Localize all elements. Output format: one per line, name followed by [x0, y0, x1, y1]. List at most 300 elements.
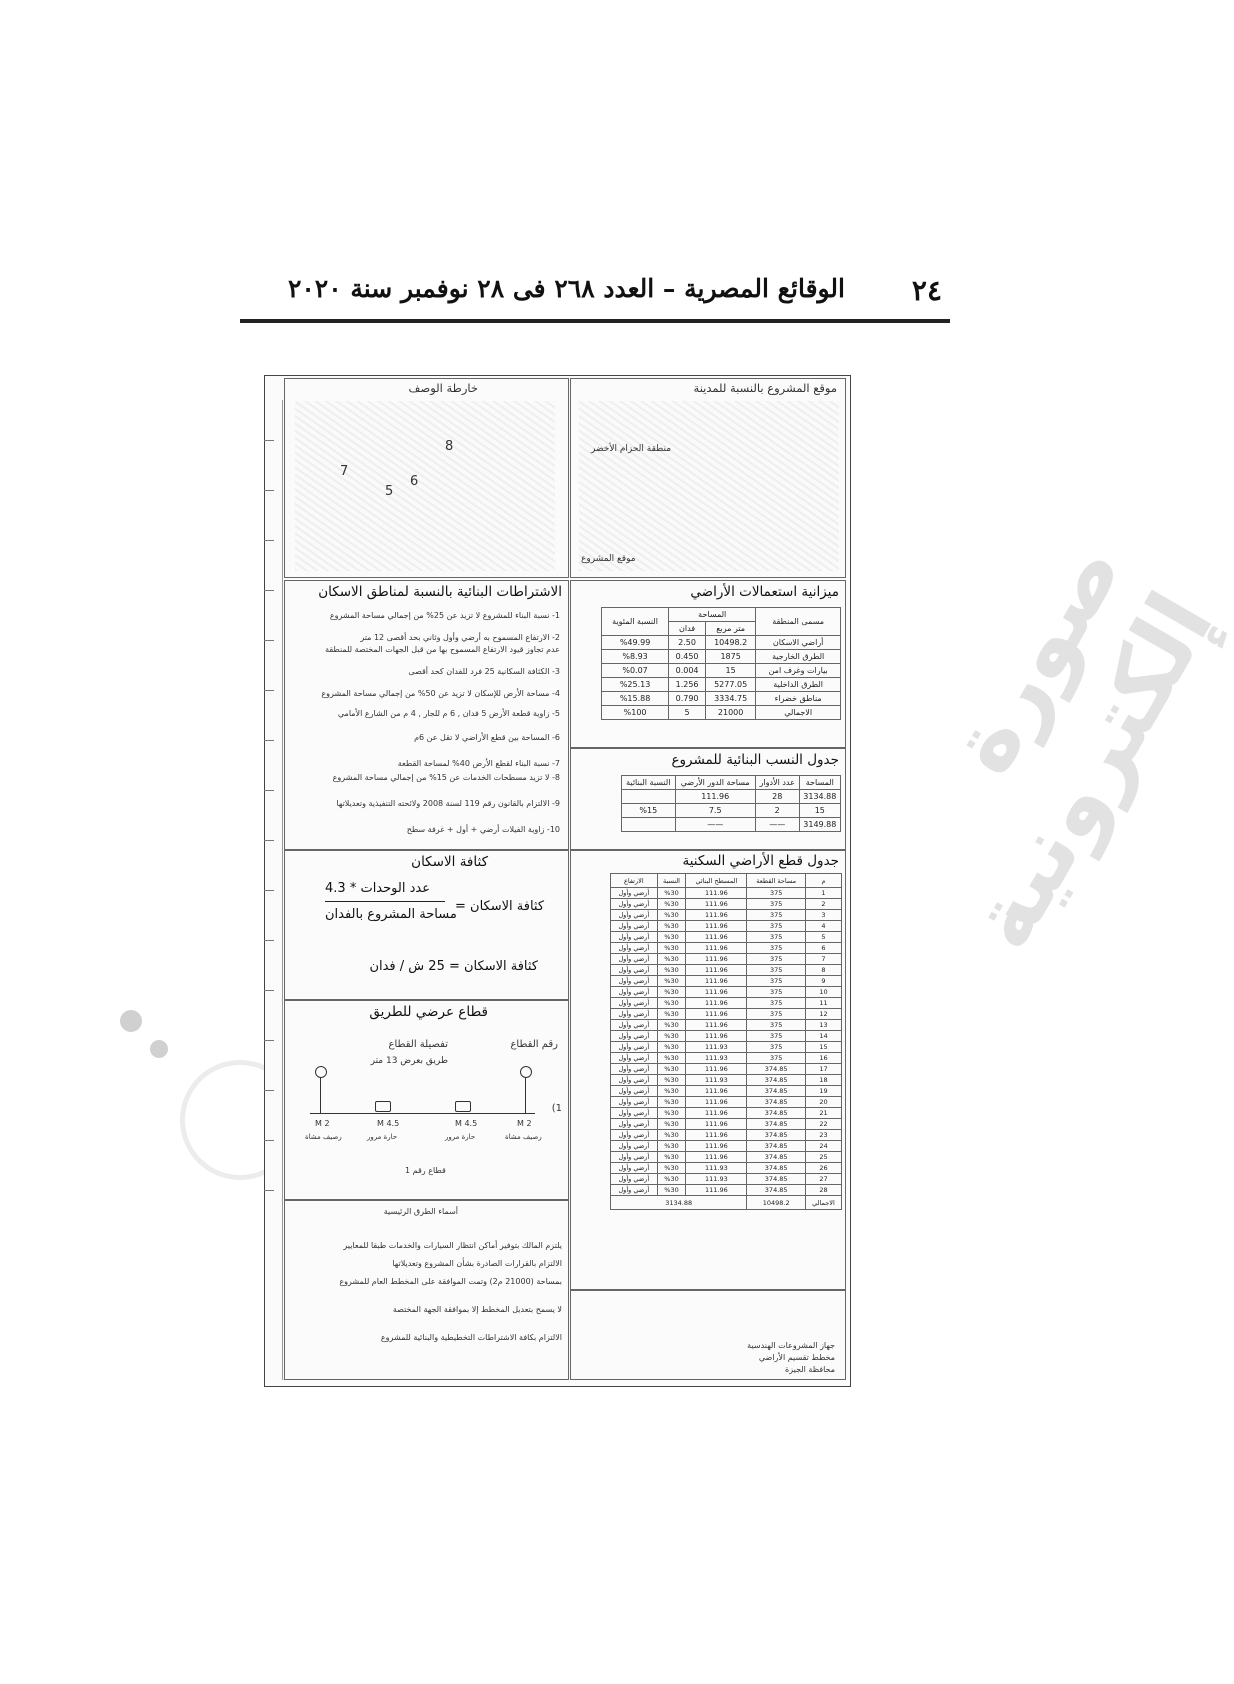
lamp-pole [320, 1077, 321, 1113]
cell: مناطق خضراء [756, 692, 841, 706]
cell: 21 [805, 1108, 841, 1119]
cell: 111.96 [686, 921, 747, 932]
green-belt-label: منطقة الحزام الأخضر [591, 444, 672, 454]
cell: %15 [622, 804, 676, 818]
cell: أرضي وأول [611, 1152, 658, 1163]
condition-item: 5- زاوية قطعة الأرض 5 فدان , 6 م للجار , 4 م من الشارع الأمامي [337, 709, 560, 718]
watermark-text: صورة إلكترونية [927, 523, 1234, 967]
cell: 16 [805, 1053, 841, 1064]
table-row [611, 1031, 842, 1042]
cell: 0.790 [669, 692, 706, 706]
cell: بيارات وغرف امن [756, 664, 841, 678]
table-row [611, 1163, 842, 1174]
cell: 111.96 [686, 910, 747, 921]
project-site-label: موقع المشروع [581, 554, 636, 564]
lane-dimension: 2 M [517, 1119, 532, 1128]
site-location-title: موقع المشروع بالنسبة للمدينة [693, 381, 837, 395]
col-header: الارتفاع [611, 874, 658, 888]
cell: 3149.88 [799, 818, 840, 832]
cell: 27 [805, 1174, 841, 1185]
cell: %100 [602, 706, 669, 720]
site-location-map [579, 401, 839, 571]
cell: أرضي وأول [611, 1130, 658, 1141]
cell: %30 [657, 943, 686, 954]
density-numerator: عدد الوحدات * 4.3 [325, 881, 430, 896]
cell: 111.96 [686, 1097, 747, 1108]
density-result: كثافة الاسكان = 25 ش / فدان [369, 959, 538, 974]
cell: 6 [805, 943, 841, 954]
col-header: المساحة [669, 608, 756, 622]
table-row [611, 1086, 842, 1097]
cell: 111.96 [686, 1064, 747, 1075]
table-row [611, 976, 842, 987]
cell: 10498.2 [747, 1196, 805, 1210]
cell: أرضي وأول [611, 976, 658, 987]
cell: 111.96 [686, 1152, 747, 1163]
cell: 111.96 [686, 1086, 747, 1097]
cell: أرضي وأول [611, 921, 658, 932]
table-row [602, 636, 841, 650]
table-row [611, 1108, 842, 1119]
scale-strip [264, 400, 283, 1380]
cell: أرضي وأول [611, 998, 658, 1009]
watermark-dot [150, 1040, 168, 1058]
cell: 111.96 [686, 976, 747, 987]
street-lamp-icon [315, 1066, 327, 1078]
description-map-title: خارطة الوصف [408, 381, 478, 395]
cell: %30 [657, 1141, 686, 1152]
residential-plots-title: جدول قطع الأراضي السكنية [682, 853, 839, 869]
note-item: الالتزام بالقرارات الصادرة بشأن المشروع وتعديلاتها [392, 1259, 562, 1268]
cell: 1 [805, 888, 841, 899]
road-profile-line [310, 1113, 535, 1114]
table-row [611, 932, 842, 943]
density-lhs-text: كثافة الاسكان [470, 899, 545, 914]
cell: 7.5 [675, 804, 755, 818]
cell: أرضي وأول [611, 1009, 658, 1020]
project-ratio-panel [570, 748, 846, 850]
cell: %30 [657, 976, 686, 987]
cell: أرضي وأول [611, 899, 658, 910]
cell: %30 [657, 888, 686, 899]
table-row [602, 706, 841, 720]
col-header: المساحة [799, 776, 840, 790]
cell: أرضي وأول [611, 1031, 658, 1042]
cell: الطرق الداخلية [756, 678, 841, 692]
cell: الاجمالي [756, 706, 841, 720]
cell: 15 [705, 664, 755, 678]
cell [622, 790, 676, 804]
table-row [611, 921, 842, 932]
table-row [602, 664, 841, 678]
cell: أرضي وأول [611, 987, 658, 998]
cell: أرضي وأول [611, 1086, 658, 1097]
cell: 374.85 [747, 1075, 805, 1086]
table-row [611, 987, 842, 998]
cell: %30 [657, 1009, 686, 1020]
condition-item: 7- نسبة البناء لقطع الأرض 40% لمساحة القطعة [397, 759, 560, 768]
title-block-line: مخطط تقسيم الأراضي [758, 1353, 835, 1362]
cell: 374.85 [747, 1141, 805, 1152]
cell: 5 [805, 932, 841, 943]
cell: %30 [657, 1064, 686, 1075]
table-row [611, 1009, 842, 1020]
cell: 15 [799, 804, 840, 818]
cell: %30 [657, 1163, 686, 1174]
cell: %30 [657, 1174, 686, 1185]
table-row [611, 998, 842, 1009]
car-icon [455, 1101, 471, 1112]
page-number: ٢٤ [911, 274, 942, 307]
cell: 111.96 [686, 1119, 747, 1130]
table-row [611, 1119, 842, 1130]
cell: —— [675, 818, 755, 832]
housing-density-panel [284, 850, 569, 1000]
section-caption: قطاع رقم 1 [405, 1166, 446, 1175]
lamp-pole [525, 1077, 526, 1113]
condition-item: 1- نسبة البناء للمشروع لا تزيد عن 25% من إجمالي مساحة المشروع [329, 611, 560, 620]
land-use-panel [570, 580, 846, 748]
cell: 111.96 [686, 954, 747, 965]
cell: 374.85 [747, 1163, 805, 1174]
cell: 111.93 [686, 1053, 747, 1064]
cell: أرضي وأول [611, 1141, 658, 1152]
condition-item: عدم تجاوز قيود الارتفاع المسموح بها من قبل الجهات المختصة للمنطقة [325, 645, 560, 654]
table-total-row [611, 1196, 842, 1210]
project-ratio-table [621, 775, 841, 832]
cell: 375 [747, 965, 805, 976]
car-icon [375, 1101, 391, 1112]
cell: 11 [805, 998, 841, 1009]
cell: 111.96 [686, 1009, 747, 1020]
cell: 375 [747, 888, 805, 899]
cell: 3134.88 [799, 790, 840, 804]
condition-item: 3- الكثافة السكانية 25 فرد للفدان كحد أقصى [408, 667, 560, 676]
density-formula-lhs: كثافة الاسكان = [455, 899, 545, 914]
cell: 24 [805, 1141, 841, 1152]
notes-title: أسماء الطرق الرئيسية [383, 1207, 458, 1216]
lane-dimension: 2 M [315, 1119, 330, 1128]
cell: 111.96 [686, 1185, 747, 1196]
cell: 111.93 [686, 1075, 747, 1086]
condition-item: 9- الالتزام بالقانون رقم 119 لسنة 2008 ولائحته التنفيذية وتعديلاتها [336, 799, 560, 808]
table-row [611, 1075, 842, 1086]
cell: 111.96 [675, 790, 755, 804]
section-row-number: 1) [551, 1103, 562, 1114]
cell: 5277.05 [705, 678, 755, 692]
lane-dimension: 4.5 M [455, 1119, 478, 1128]
map-label: 7 [340, 464, 349, 479]
cell: 111.96 [686, 987, 747, 998]
cell: 3134.88 [611, 1196, 747, 1210]
col-header: مسمى المنطقة [756, 608, 841, 636]
cell: 22 [805, 1119, 841, 1130]
lane-dimension: 4.5 M [377, 1119, 400, 1128]
cell: %30 [657, 1152, 686, 1163]
cell: 19 [805, 1086, 841, 1097]
cell: أرضي وأول [611, 1075, 658, 1086]
lane-label: حارة مرور [367, 1133, 398, 1141]
cell: أراضي الاسكان [756, 636, 841, 650]
cell: 374.85 [747, 1108, 805, 1119]
cell: %15.88 [602, 692, 669, 706]
cell: 0.004 [669, 664, 706, 678]
table-row [602, 692, 841, 706]
cell: 111.96 [686, 1141, 747, 1152]
cell: 375 [747, 987, 805, 998]
cell: 375 [747, 899, 805, 910]
cell: 17 [805, 1064, 841, 1075]
cell: 111.96 [686, 899, 747, 910]
cell: 374.85 [747, 1174, 805, 1185]
table-row [602, 678, 841, 692]
title-block-line: جهاز المشروعات الهندسية [747, 1341, 835, 1350]
cell: %30 [657, 987, 686, 998]
cell: %30 [657, 1097, 686, 1108]
cell: %30 [657, 1185, 686, 1196]
cell: 5 [669, 706, 706, 720]
table-row [611, 1020, 842, 1031]
land-use-title: ميزانية استعمالات الأراضي [690, 584, 839, 600]
cell: أرضي وأول [611, 1163, 658, 1174]
building-conditions-panel [284, 580, 569, 850]
cell: أرضي وأول [611, 888, 658, 899]
cell: %30 [657, 1042, 686, 1053]
sector-detail-label: تفصيلة القطاع [388, 1039, 448, 1050]
cell: 10498.2 [705, 636, 755, 650]
cell: 15 [805, 1042, 841, 1053]
col-header: المسطح البنائي [686, 874, 747, 888]
cell: أرضي وأول [611, 1064, 658, 1075]
cell: %30 [657, 954, 686, 965]
table-row [602, 650, 841, 664]
building-conditions-title: الاشتراطات البنائية بالنسبة لمناطق الاسكان [318, 584, 562, 600]
cell: 374.85 [747, 1097, 805, 1108]
cell: 111.96 [686, 1020, 747, 1031]
cell: %30 [657, 1075, 686, 1086]
cell: أرضي وأول [611, 1042, 658, 1053]
cell: 0.450 [669, 650, 706, 664]
cell: أرضي وأول [611, 1020, 658, 1031]
cell: %30 [657, 998, 686, 1009]
road-section-title: قطاع عرضي للطريق [369, 1004, 488, 1020]
table-row [611, 899, 842, 910]
map-label: 8 [445, 439, 454, 454]
cell: 28 [755, 790, 799, 804]
note-item: بمساحة (21000 م2) وتمت الموافقة على المخطط العام للمشروع [339, 1277, 562, 1286]
note-item: يلتزم المالك بتوفير أماكن انتظار السيارات والخدمات طبقا للمعايير [343, 1241, 562, 1250]
cell: %49.99 [602, 636, 669, 650]
project-ratio-title: جدول النسب البنائية للمشروع [671, 752, 839, 768]
title-block-line: محافظة الجيزة [785, 1365, 835, 1374]
cell: 111.96 [686, 1108, 747, 1119]
cell: 21000 [705, 706, 755, 720]
road-width-label: طريق بعرض 13 متر [370, 1056, 448, 1066]
cell: 111.93 [686, 1163, 747, 1174]
table-row [622, 818, 841, 832]
cell: أرضي وأول [611, 1053, 658, 1064]
cell: 375 [747, 921, 805, 932]
cell: %0.07 [602, 664, 669, 678]
cell: 374.85 [747, 1119, 805, 1130]
cell: 4 [805, 921, 841, 932]
cell: %30 [657, 899, 686, 910]
cell: 18 [805, 1075, 841, 1086]
table-row [611, 1141, 842, 1152]
condition-item: 6- المساحة بين قطع الأراضي لا تقل عن 6م [414, 733, 560, 742]
cell: 2.50 [669, 636, 706, 650]
table-row [611, 1152, 842, 1163]
cell: 111.96 [686, 1130, 747, 1141]
cell: 1.256 [669, 678, 706, 692]
cell: 111.96 [686, 1031, 747, 1042]
cell: 374.85 [747, 1130, 805, 1141]
cell: 1875 [705, 650, 755, 664]
cell: أرضي وأول [611, 932, 658, 943]
cell: %30 [657, 1086, 686, 1097]
cell: 7 [805, 954, 841, 965]
lane-label: رصيف مشاة [305, 1133, 342, 1141]
cell: 375 [747, 1042, 805, 1053]
table-row [611, 1174, 842, 1185]
cell: أرضي وأول [611, 1185, 658, 1196]
cell: 13 [805, 1020, 841, 1031]
cell: %30 [657, 1053, 686, 1064]
title-block-panel [570, 1290, 846, 1380]
notes-panel [284, 1200, 569, 1380]
table-row [611, 888, 842, 899]
cell: أرضي وأول [611, 1097, 658, 1108]
watermark-dot [120, 1010, 142, 1032]
table-row [611, 1130, 842, 1141]
page-header [240, 268, 950, 308]
table-row [611, 943, 842, 954]
table-row [611, 910, 842, 921]
cell: أرضي وأول [611, 910, 658, 921]
cell: أرضي وأول [611, 1174, 658, 1185]
map-label: 6 [410, 474, 419, 489]
cell [622, 818, 676, 832]
sector-number-label: رقم القطاع [510, 1039, 558, 1050]
cell: 111.96 [686, 888, 747, 899]
col-header: فدان [669, 622, 706, 636]
cell: 374.85 [747, 1152, 805, 1163]
cell: أرضي وأول [611, 1108, 658, 1119]
cell: 111.96 [686, 965, 747, 976]
description-map-image [295, 401, 555, 571]
cell: 8 [805, 965, 841, 976]
cell: %30 [657, 910, 686, 921]
cell: أرضي وأول [611, 943, 658, 954]
col-header: النسبة [657, 874, 686, 888]
density-denominator: مساحة المشروع بالفدان [325, 907, 457, 922]
cell: 375 [747, 998, 805, 1009]
cell: 375 [747, 976, 805, 987]
cell: 26 [805, 1163, 841, 1174]
col-header: مساحة الدور الأرضي [675, 776, 755, 790]
cell: الطرق الخارجية [756, 650, 841, 664]
gazette-title: الوقائع المصرية – العدد ٢٦٨ فى ٢٨ نوفمبر سنة ٢٠٢٠ [287, 274, 845, 303]
cell: 23 [805, 1130, 841, 1141]
cell: %30 [657, 1108, 686, 1119]
cell: 375 [747, 1031, 805, 1042]
cell: 374.85 [747, 1185, 805, 1196]
map-label: 5 [385, 484, 394, 499]
table-row [622, 804, 841, 818]
note-item: الالتزام بكافة الاشتراطات التخطيطية والبنائية للمشروع [380, 1333, 562, 1342]
cell: 20 [805, 1097, 841, 1108]
cell: 375 [747, 932, 805, 943]
cell: 2 [805, 899, 841, 910]
cell: 3334.75 [705, 692, 755, 706]
col-header: متر مربع [705, 622, 755, 636]
cell: %30 [657, 1020, 686, 1031]
fraction-line [325, 901, 445, 902]
lane-label: حارة مرور [445, 1133, 476, 1141]
col-header: م [805, 874, 841, 888]
cell: 111.96 [686, 998, 747, 1009]
cell: الاجمالي [805, 1196, 841, 1210]
cell: أرضي وأول [611, 954, 658, 965]
cell: %8.93 [602, 650, 669, 664]
cell: %30 [657, 1119, 686, 1130]
condition-item: 8- لا تزيد مسطحات الخدمات عن 15% من إجمالي مساحة المشروع [332, 773, 560, 782]
land-use-table [601, 607, 841, 720]
housing-density-title: كثافة الاسكان [411, 854, 488, 870]
table-row [611, 1053, 842, 1064]
cell: 14 [805, 1031, 841, 1042]
table-row [611, 954, 842, 965]
cell: 374.85 [747, 1086, 805, 1097]
residential-plots-panel [570, 850, 846, 1290]
col-header: مساحة القطعة [747, 874, 805, 888]
cell: %25.13 [602, 678, 669, 692]
table-row [611, 965, 842, 976]
table-row [622, 790, 841, 804]
table-row [611, 1064, 842, 1075]
cell: 25 [805, 1152, 841, 1163]
street-lamp-icon [520, 1066, 532, 1078]
cell: 28 [805, 1185, 841, 1196]
note-item: لا يسمح بتعديل المخطط إلا بموافقة الجهة المختصة [392, 1305, 562, 1314]
cell: 111.93 [686, 1042, 747, 1053]
condition-item: 2- الارتفاع المسموح به أرضي وأول وثاني بحد أقصى 12 متر [360, 633, 560, 642]
cell: 375 [747, 910, 805, 921]
lane-label: رصيف مشاة [505, 1133, 542, 1141]
cell: 3 [805, 910, 841, 921]
cell: 2 [755, 804, 799, 818]
cell: 375 [747, 1053, 805, 1064]
residential-plots-table [610, 873, 842, 1210]
header-rule [240, 319, 950, 323]
road-section-panel [284, 1000, 569, 1200]
cell: 9 [805, 976, 841, 987]
cell: أرضي وأول [611, 965, 658, 976]
cell: 10 [805, 987, 841, 998]
col-header: النسبة المئوية [602, 608, 669, 636]
cell: أرضي وأول [611, 1119, 658, 1130]
cell: 375 [747, 1009, 805, 1020]
cell: %30 [657, 921, 686, 932]
table-row [611, 1185, 842, 1196]
cell: 111.96 [686, 943, 747, 954]
site-location-panel [570, 378, 846, 578]
description-map-panel [284, 378, 569, 578]
table-row [611, 1097, 842, 1108]
cell: %30 [657, 965, 686, 976]
cell: 111.96 [686, 932, 747, 943]
cell: 375 [747, 954, 805, 965]
